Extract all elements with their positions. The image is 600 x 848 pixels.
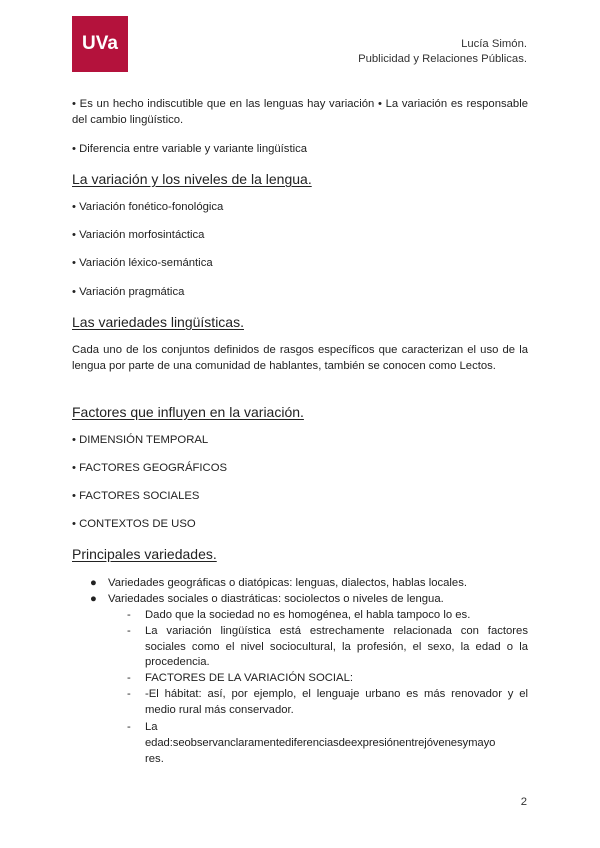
sub-item-continuation	[127, 752, 528, 768]
page-number: 2	[520, 796, 527, 808]
author-name: Lucía Simón.	[461, 38, 527, 50]
dash-icon: -	[127, 721, 131, 733]
list-item: • FACTORES GEOGRÁFICOS	[72, 462, 228, 474]
sub-item-text: Dado que la sociedad no es homogénea, el habla tampoco lo es.	[145, 609, 471, 621]
header-info	[358, 37, 527, 67]
sub-item	[127, 624, 528, 671]
dash-icon: -	[127, 672, 131, 684]
list-item: • Variación morfosintáctica	[72, 229, 205, 241]
bullet-item	[90, 592, 528, 608]
sub-item-text: La	[145, 721, 158, 733]
dash-icon: -	[127, 609, 131, 621]
list-item: • Variación fonético-fonológica	[72, 201, 224, 213]
course-name: Publicidad y Relaciones Públicas.	[358, 53, 527, 65]
bullet-text: Variedades sociales o diastráticas: sociolectos o niveles de lengua.	[108, 593, 444, 605]
intro-line: • Diferencia entre variable y variante lingüística	[72, 143, 308, 155]
list-item: • DIMENSIÓN TEMPORAL	[72, 434, 209, 446]
sub-item	[127, 671, 528, 687]
dash-icon: -	[127, 688, 131, 700]
list-item: • FACTORES SOCIALES	[72, 490, 200, 502]
list-item: • Variación léxico-semántica	[72, 257, 213, 269]
sub-item-continuation	[127, 736, 528, 752]
list-item: • Variación pragmática	[72, 286, 185, 298]
bullet-dot-icon: ●	[90, 593, 97, 605]
sub-item-text: La variación lingüística está estrechamente relacionada con factores sociales como el nivel sociocultural, la profesión, el sexo, la edad o la procedencia.	[145, 625, 528, 668]
bullet-dot-icon: ●	[90, 577, 97, 589]
section-heading-niveles: La variación y los niveles de la lengua.	[72, 171, 312, 187]
section-heading-variedades: Las variedades lingüísticas.	[72, 314, 244, 330]
dash-icon: -	[127, 625, 131, 637]
sub-item	[127, 687, 528, 718]
logo-text: UVa	[82, 33, 118, 54]
uva-logo	[72, 16, 128, 72]
bullet-item	[90, 576, 528, 592]
sub-item-text: edad:seobservanclaramentediferenciasdeexpresiónentrejóvenesymayo	[145, 737, 496, 749]
section-heading-principales: Principales variedades.	[72, 546, 217, 562]
sub-item	[127, 720, 528, 736]
sub-item-text: res.	[145, 753, 164, 765]
sub-item-text: FACTORES DE LA VARIACIÓN SOCIAL:	[145, 672, 354, 684]
section-heading-factores: Factores que influyen en la variación.	[72, 404, 304, 420]
intro-paragraph: • Es un hecho indiscutible que en las lenguas hay variación • La variación es responsable del cambio lingüístico.	[72, 98, 528, 126]
list-item: • CONTEXTOS DE USO	[72, 518, 196, 530]
bullet-text: Variedades geográficas o diatópicas: lenguas, dialectos, hablas locales.	[108, 577, 468, 589]
variedades-paragraph: Cada uno de los conjuntos definidos de rasgos específicos que caracterizan el uso de la lengua por parte de una comunidad de hablantes, también se conocen como Lectos.	[72, 344, 528, 372]
sub-item	[127, 608, 528, 624]
sub-item-text: -El hábitat: así, por ejemplo, el lenguaje urbano es más renovador y el medio rural más conservador.	[145, 688, 528, 716]
